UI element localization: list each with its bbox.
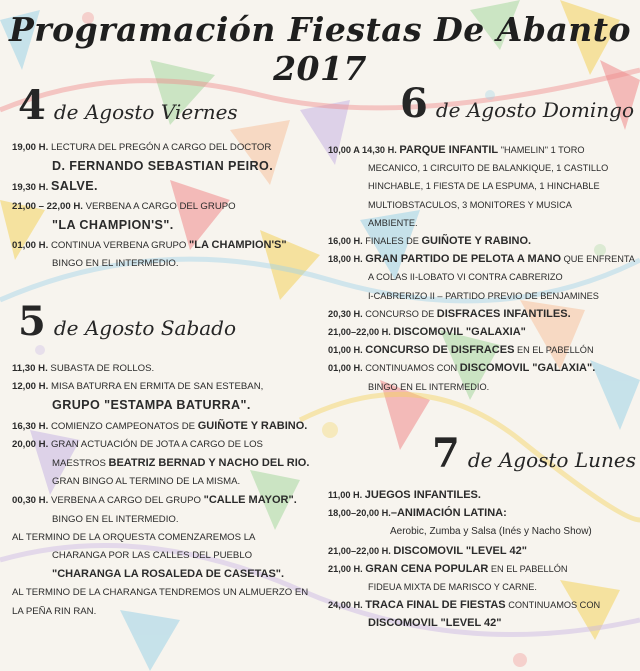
page-title: Programación Fiestas De Abanto 2017 xyxy=(8,10,632,88)
list-item: 21,00–22,00 H. DISCOMOVIL "LEVEL 42" xyxy=(328,544,527,557)
list-item: "LA CHAMPION'S". xyxy=(52,217,174,232)
list-item: "CHARANGA LA ROSALEDA DE CASETAS". xyxy=(52,568,285,581)
day-label: de Agosto Lunes xyxy=(467,448,636,472)
list-item: AL TERMINO DE LA ORQUESTA COMENZAREMOS LA xyxy=(12,531,256,543)
list-item: 18,00 H. GRAN PARTIDO DE PELOTA A MANO QUE ENFRENTA xyxy=(328,253,635,266)
list-item: 00,30 H. VERBENA A CARGO DEL GRUPO "CALLE MAYOR". xyxy=(12,494,297,507)
day-header-7 xyxy=(432,430,636,477)
list-item: CHARANGA POR LAS CALLES DEL PUEBLO xyxy=(52,550,253,562)
list-item: 01,00 H. CONTINUAMOS CON DISCOMOVIL "GALAXIA". xyxy=(328,362,596,375)
list-item: D. FERNANDO SEBASTIAN PEIRO. xyxy=(52,159,274,174)
list-item: 20,30 H. CONCURSO DE DISFRACES INFANTILES. xyxy=(328,307,571,320)
schedule-day-6 xyxy=(328,141,638,396)
day-label: de Agosto Viernes xyxy=(53,100,238,124)
list-item: 12,00 H. MISA BATURRA EN ERMITA DE SAN ESTEBAN, xyxy=(12,381,264,393)
list-item: 21,00 – 22,00 H. VERBENA A CARGO DEL GRUPO xyxy=(12,200,236,212)
list-item: 10,00 A 14,30 H. PARQUE INFANTIL "HAMELIN" 1 TORO xyxy=(328,144,585,156)
schedule-day-4 xyxy=(12,139,317,273)
list-item: 01,00 H. CONCURSO DE DISFRACES EN EL PABELLÓN xyxy=(328,344,594,357)
list-item: MULTIOBSTACULOS, 3 MONITORES Y MUSICA xyxy=(368,199,572,210)
list-item: 16,00 H. FINALES DE GUIÑOTE Y RABINO. xyxy=(328,235,532,248)
list-item: DISCOMOVIL "LEVEL 42" xyxy=(368,617,502,630)
list-item: HINCHABLE, 1 FIESTA DE LA ESPUMA, 1 HINCHABLE xyxy=(368,181,600,192)
day-number: 7 xyxy=(432,430,460,477)
day-number: 5 xyxy=(18,298,46,345)
list-item: 11,30 H. SUBASTA DE ROLLOS. xyxy=(12,363,155,374)
list-item: MAESTROS BEATRIZ BERNAD Y NACHO DEL RIO. xyxy=(52,457,310,470)
list-item: A COLAS II-LOBATO VI CONTRA CABRERIZO xyxy=(368,272,563,283)
day-header-4 xyxy=(18,82,238,129)
list-item: 11,00 H. JUEGOS INFANTILES. xyxy=(328,489,481,501)
list-item: AMBIENTE. xyxy=(368,217,418,228)
list-item: 21,00–22,00 H. DISCOMOVIL "GALAXIA" xyxy=(328,326,526,339)
list-item: 19,00 H. LECTURA DEL PREGÓN A CARGO DEL DOCTOR xyxy=(12,142,272,153)
list-item: BINGO EN EL INTERMEDIO. xyxy=(52,513,179,525)
day-header-5 xyxy=(18,298,236,345)
list-item: I-CABRERIZO II – PARTIDO PREVIO DE BENJAMINES xyxy=(368,290,599,301)
list-item: BINGO EN EL INTERMEDIO. xyxy=(368,381,490,392)
list-item: LA PEÑA RIN RAN. xyxy=(12,605,97,617)
list-item: 18,00–20,00 H.–ANIMACIÓN LATINA: xyxy=(328,507,507,520)
day-label: de Agosto Sabado xyxy=(53,316,237,340)
list-item: 20,00 H. GRAN ACTUACIÓN DE JOTA A CARGO DE LOS xyxy=(12,438,263,450)
list-item: BINGO EN EL INTERMEDIO. xyxy=(52,258,179,270)
list-item: 16,30 H. COMIENZO CAMPEONATOS DE GUIÑOTE Y RABINO. xyxy=(12,419,308,432)
list-item: 24,00 H. TRACA FINAL DE FIESTAS CONTINUAMOS CON xyxy=(328,599,601,612)
list-item: AL TERMINO DE LA CHARANGA TENDREMOS UN ALMUERZO EN xyxy=(12,587,309,599)
list-item: 21,00 H. GRAN CENA POPULAR EN EL PABELLÓN xyxy=(328,562,568,575)
list-item: 19,30 H. SALVE. xyxy=(12,179,98,194)
list-item: GRAN BINGO AL TERMINO DE LA MISMA. xyxy=(52,476,241,488)
list-item: MECANICO, 1 CIRCUITO DE BALANKIQUE, 1 CASTILLO xyxy=(368,163,609,174)
list-item: FIDEUA MIXTA DE MARISCO Y CARNE. xyxy=(368,582,537,593)
day-label: de Agosto Domingo xyxy=(435,98,634,122)
list-item: GRUPO "ESTAMPA BATURRA". xyxy=(52,398,251,413)
schedule-day-5 xyxy=(12,360,322,621)
list-item: Aerobic, Zumba y Salsa (Inés y Nacho Show) xyxy=(390,526,592,538)
day-header-6 xyxy=(400,80,634,127)
list-item: 01,00 H. CONTINUA VERBENA GRUPO "LA CHAMPION'S" xyxy=(12,239,287,252)
day-number: 4 xyxy=(18,82,46,129)
day-number: 6 xyxy=(400,80,428,127)
schedule-day-7 xyxy=(328,486,638,633)
